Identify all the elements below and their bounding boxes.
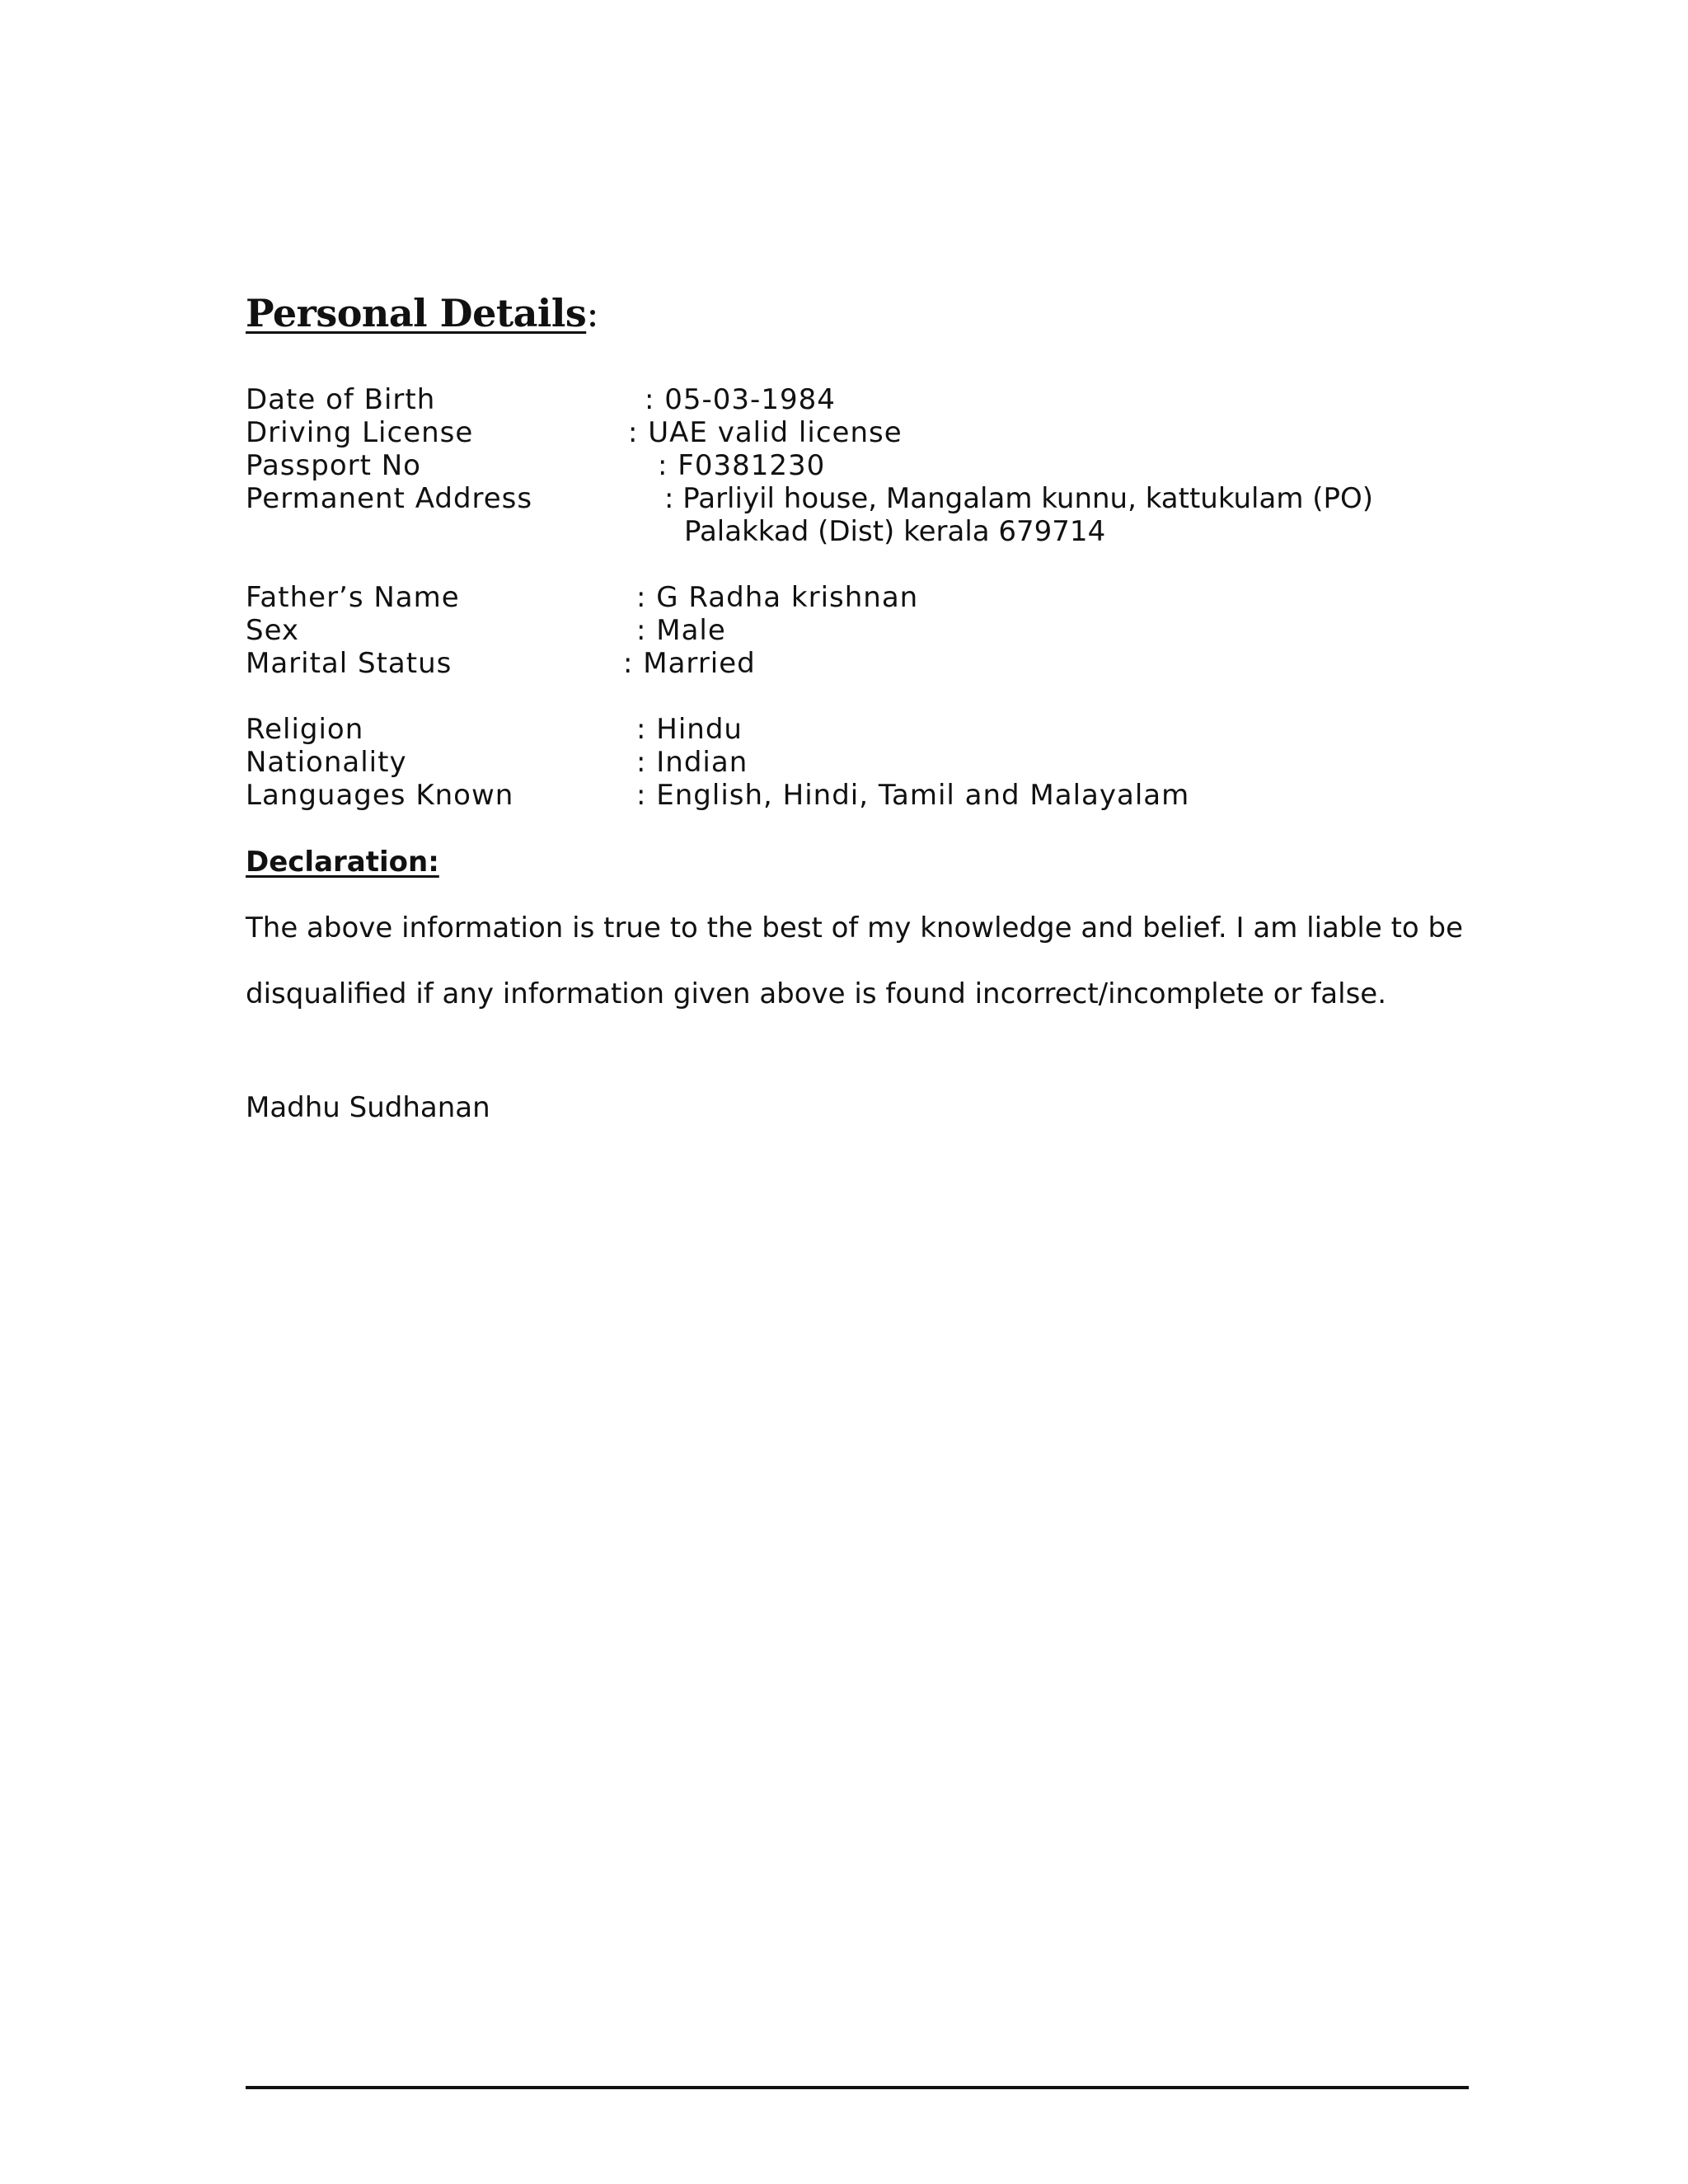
detail-label: Sex: [246, 614, 300, 647]
detail-value: : Male: [636, 614, 726, 647]
detail-label: Passport No: [246, 449, 421, 482]
detail-value: : F0381230: [658, 449, 826, 482]
footer-divider: [246, 2086, 1469, 2089]
detail-label: Permanent Address: [246, 482, 533, 515]
detail-value: : Parliyil house, Mangalam kunnu, kattukulam (PO): [664, 482, 1374, 515]
detail-label: Religion: [246, 713, 364, 746]
detail-label: Date of Birth: [246, 383, 436, 416]
section-title-colon: :: [586, 291, 599, 335]
detail-value: : English, Hindi, Tamil and Malayalam: [636, 779, 1190, 812]
detail-label: Father’s Name: [246, 581, 460, 614]
section-title-text: Personal Details: [246, 291, 587, 335]
detail-value: : Hindu: [636, 713, 743, 746]
declaration-line-1: The above information is true to the best of my knowledge and belief. I am liable to be: [246, 912, 1464, 944]
detail-label: Nationality: [246, 746, 407, 779]
detail-value: : Indian: [636, 746, 748, 779]
declaration-line-2: disqualified if any information given above is found incorrect/incomplete or false.: [246, 977, 1387, 1010]
address-line-2: Palakkad (Dist) kerala 679714: [684, 515, 1106, 548]
detail-label: Driving License: [246, 416, 474, 449]
detail-value: : Married: [623, 647, 756, 680]
detail-label: Marital Status: [246, 647, 452, 680]
declaration-heading: Declaration:: [246, 846, 439, 879]
detail-value: : G Radha krishnan: [636, 581, 919, 614]
detail-value: : 05-03-1984: [645, 383, 836, 416]
page-title: [246, 290, 598, 336]
detail-label: Languages Known: [246, 779, 514, 812]
signature-name: Madhu Sudhanan: [246, 1091, 490, 1124]
detail-value: : UAE valid license: [628, 416, 903, 449]
